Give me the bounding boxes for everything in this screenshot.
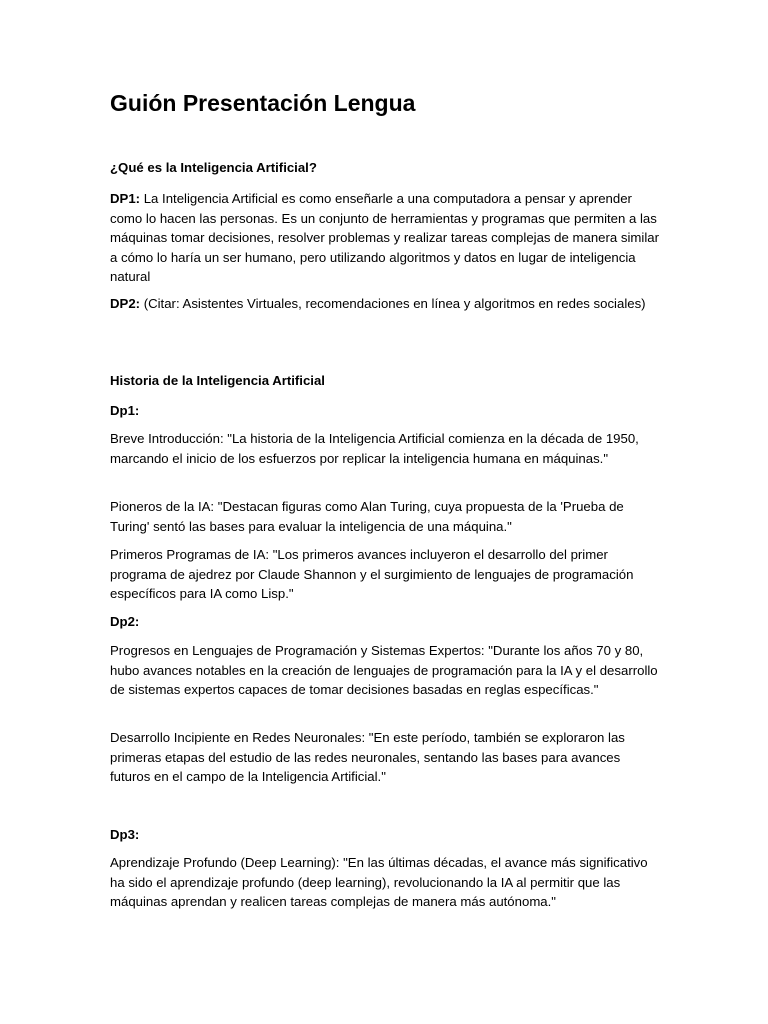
section-heading-que-es-ia: ¿Qué es la Inteligencia Artificial? xyxy=(110,160,317,175)
dp1-label: DP1: xyxy=(110,191,141,206)
dp1-text: La Inteligencia Artificial es como enseñarle a una computadora a pensar y aprender como lo hacen las personas. Es un conjunto de herramientas y programas que permiten a las máquinas tomar decisiones, resolver problemas y realizar tareas complejas de manera similar a cómo lo haría un ser humano, pero utilizando algoritmos y datos en lugar de inteligencia natural xyxy=(110,191,659,284)
paragraph-primeros-programas: Primeros Programas de IA: "Los primeros avances incluyeron el desarrollo del primer programa de ajedrez por Claude Shannon y el surgimiento de lenguajes de programación específicos para IA como Lisp." xyxy=(110,547,634,601)
paragraph-progresos: Progresos en Lenguajes de Programación y Sistemas Expertos: "Durante los años 70 y 80, hubo avances notables en la creación de lenguajes de programación para la IA y el desarrollo de sistemas expertos capaces de tomar decisiones basadas en reglas específicas." xyxy=(110,643,658,697)
dp2-text: (Citar: Asistentes Virtuales, recomendaciones en línea y algoritmos en redes sociales) xyxy=(140,296,646,311)
history-dp2-label: Dp2: xyxy=(110,614,140,629)
history-dp1-label: Dp1: xyxy=(110,403,140,418)
section-heading-historia: Historia de la Inteligencia Artificial xyxy=(110,373,325,388)
history-dp3-label: Dp3: xyxy=(110,827,140,842)
paragraph-aprendizaje-profundo: Aprendizaje Profundo (Deep Learning): "En las últimas décadas, el avance más significativo ha sido el aprendizaje profundo (deep learning), revolucionando la IA al permitir que las máquinas aprendan y realicen tareas complejas de manera más autónoma." xyxy=(110,855,648,909)
paragraph-pioneros: Pioneros de la IA: "Destacan figuras como Alan Turing, cuya propuesta de la 'Prueba de Turing' sentó las bases para evaluar la inteligencia de una máquina." xyxy=(110,499,624,534)
paragraph-breve-introduccion: Breve Introducción: "La historia de la Inteligencia Artificial comienza en la década de 1950, marcando el inicio de los esfuerzos por replicar la inteligencia humana en máquinas." xyxy=(110,431,639,466)
paragraph-dp1-definition xyxy=(110,189,662,287)
dp2-label: DP2: xyxy=(110,296,141,311)
paragraph-redes-neuronales: Desarrollo Incipiente en Redes Neuronales: "En este período, también se exploraron las primeras etapas del estudio de las redes neuronales, sentando las bases para avances futuros en el campo de la Inteligencia Artificial." xyxy=(110,730,625,784)
document-title: Guión Presentación Lengua xyxy=(110,90,416,116)
paragraph-dp2-examples xyxy=(110,294,662,314)
